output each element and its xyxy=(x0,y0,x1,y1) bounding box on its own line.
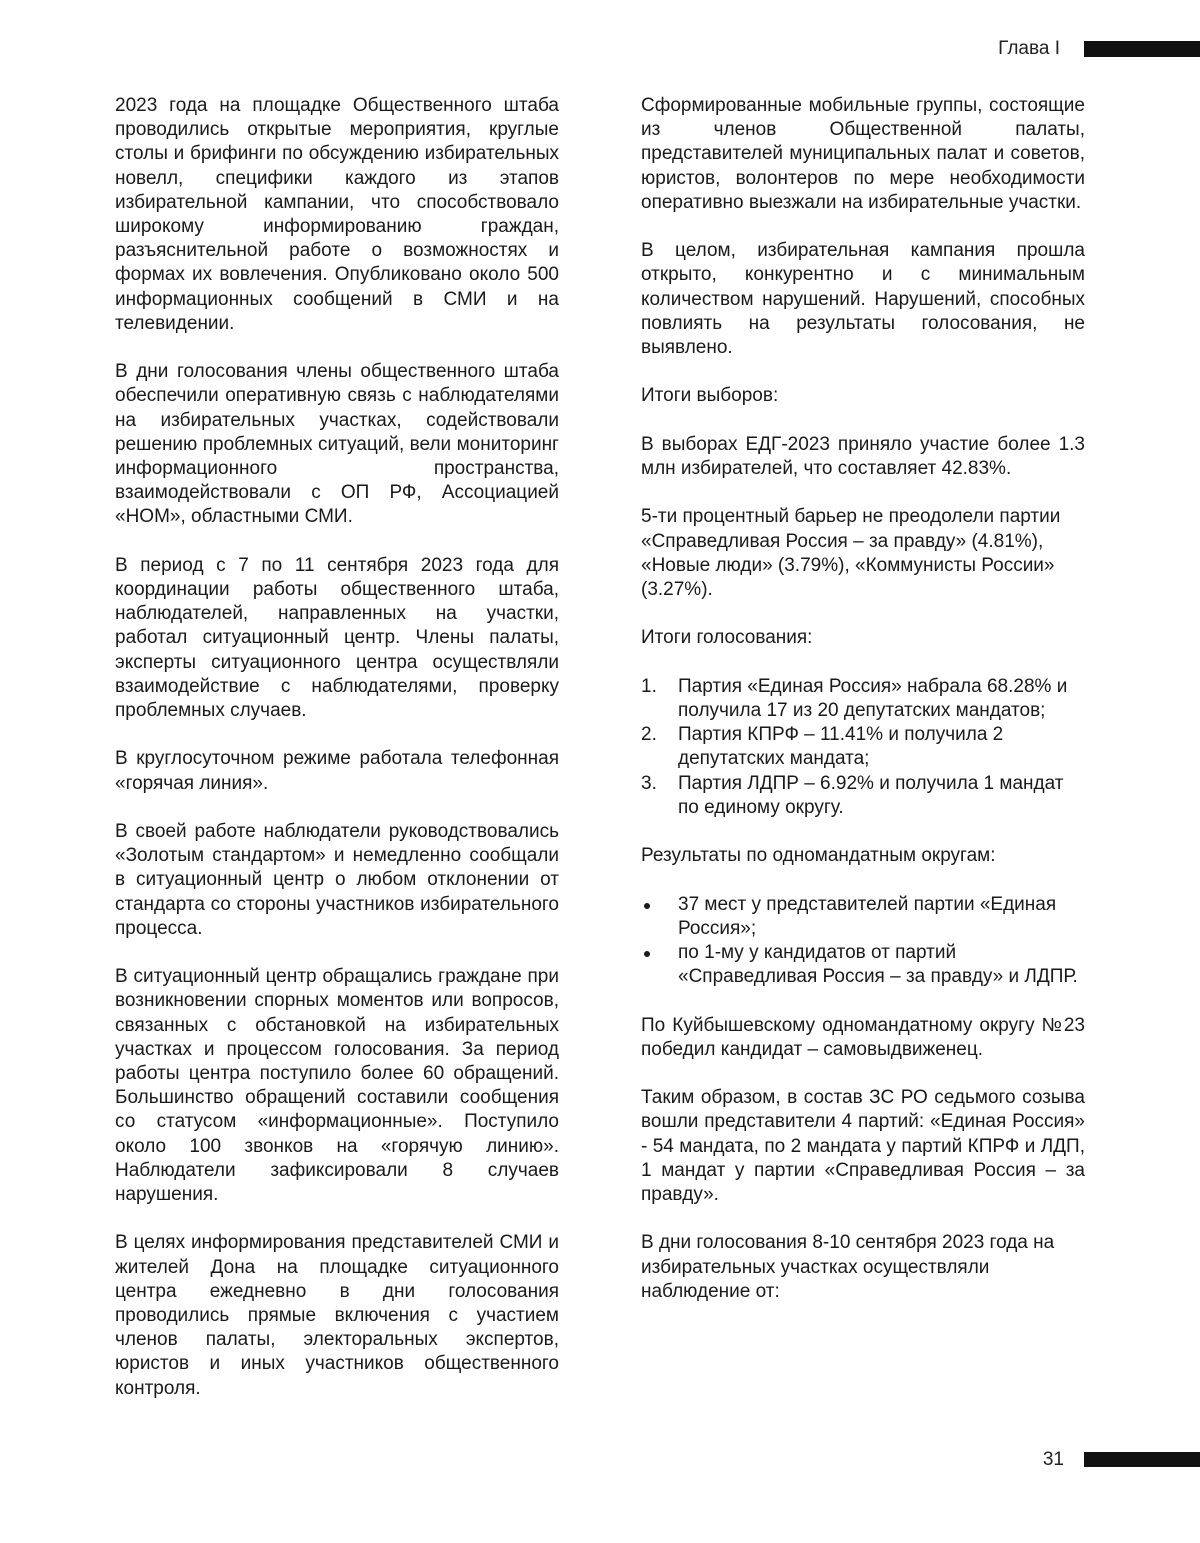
paragraph: Таким образом, в состав ЗС РО седьмого созыва вошли представители 4 партий: «Единая Россия» - 54 мандата, по 2 мандата у партий КПРФ и ЛДП, 1 мандат у партии «Справедливая Россия – за правду». xyxy=(641,1087,1085,1205)
paragraph: По Куйбышевскому одномандатному округу №23 победил кандидат – самовыдвиженец. xyxy=(641,1014,1085,1060)
page-number: 31 xyxy=(1042,1449,1064,1470)
list-item-text: Партия КПРФ – 11.41% и получила 2 депутатских мандата; xyxy=(678,724,1004,770)
list-number: 2. xyxy=(641,724,657,746)
paragraph: 5-ти процентный барьер не преодолели партии «Справедливая Россия – за правду» (4.81%), «Новые люди» (3.79%), «Коммунисты России» (3.27%). xyxy=(641,506,1061,600)
paragraph: В круглосуточном режиме работала телефонная «горячая линия». xyxy=(115,748,559,794)
paragraph: В своей работе наблюдатели руководствовались «Золотым стандартом» и немедленно сообщали в ситуационный центр о любом отклонении от стандарта со стороны участников избирательного процесса. xyxy=(115,821,559,939)
paragraph: В дни голосования 8-10 сентября 2023 года на избирательных участках осуществляли наблюдение от: xyxy=(641,1232,1055,1302)
list-item-text: Партия ЛДПР – 6.92% и получила 1 мандат по единому округу. xyxy=(678,772,1064,818)
paragraph: В период с 7 по 11 сентября 2023 года для координации работы общественного штаба, наблюдателей, направленных на участки, работал ситуационный центр. Члены палаты, эксперты ситуационного центра осуществляли взаимодействие с наблюдателями, проверку проблемных случаев. xyxy=(115,554,559,722)
paragraph: 2023 года на площадке Общественного штаба проводились открытые мероприятия, круглые столы и брифинги по обсуждению избирательных новелл, специфики каждого из этапов избирательной кампании, что способствовало широкому информированию граждан, разъяснительной работе о возможностях и формах их вовлечения. Опубликовано около 500 информационных сообщений в СМИ и на телевидении. xyxy=(115,95,559,334)
section-heading-districts: Результаты по одномандатным округам: xyxy=(641,845,996,867)
paragraph: В дни голосования члены общественного штаба обеспечили оперативную связь с наблюдателями на избирательных участках, содействовали решению проблемных ситуаций, вели мониторинг информационного пространства, взаимодействовали с ОП РФ, Ассоциацией «НОМ», областными СМИ. xyxy=(115,361,559,528)
list-item-text: 37 мест у представителей партии «Единая Россия»; xyxy=(678,893,1057,939)
list-item xyxy=(641,675,1085,723)
section-heading-election-results: Итоги выборов: xyxy=(641,385,779,407)
right-column xyxy=(641,94,1085,1328)
section-heading-voting-results: Итоги голосования: xyxy=(641,627,813,649)
list-item xyxy=(641,893,1085,941)
districts-list xyxy=(641,893,1085,990)
header-bar xyxy=(1084,41,1200,57)
footer-bar xyxy=(1084,1452,1200,1467)
chapter-label: Глава I xyxy=(998,38,1060,59)
list-item-text: по 1-му у кандидатов от партий «Справедливая Россия – за правду» и ЛДПР. xyxy=(678,941,1078,988)
list-item xyxy=(641,723,1085,771)
voting-results-list xyxy=(641,675,1085,820)
paragraph: В целом, избирательная кампания прошла открыто, конкурентно и с минимальным количеством нарушений. Нарушений, способных повлиять на результаты голосования, не выявлено. xyxy=(641,240,1085,359)
paragraph: В ситуационный центр обращались граждане при возникновении спорных моментов или вопросов, связанных с обстановкой на избирательных участках и процессом голосования. За период работы центра поступило более 60 обращений. Большинство обращений составили сообщения со статусом «информационные». Поступило около 100 звонков на «горячую линию». Наблюдатели зафиксировали 8 случаев нарушения. xyxy=(115,966,559,1206)
list-item xyxy=(641,941,1085,989)
list-item xyxy=(641,772,1085,820)
bullet-icon xyxy=(644,951,650,957)
paragraph: В выборах ЕДГ-2023 приняло участие более 1.3 млн избирателей, что составляет 42.83%. xyxy=(641,433,1085,479)
paragraph: Сформированные мобильные группы, состоящие из членов Общественной палаты, представителей муниципальных палат и советов, юристов, волонтеров по мере необходимости оперативно выезжали на избирательные участки. xyxy=(641,95,1085,213)
paragraph: В целях информирования представителей СМИ и жителей Дона на площадке ситуационного центра ежедневно в дни голосования проводились прямые включения с участием членов палаты, электоральных экспертов, юристов и иных участников общественного контроля. xyxy=(115,1232,559,1399)
list-item-text: Партия «Единая Россия» набрала 68.28% и получила 17 из 20 депутатских мандатов; xyxy=(678,675,1068,721)
list-number: 1. xyxy=(641,675,657,697)
list-number: 3. xyxy=(641,772,657,794)
bullet-icon xyxy=(644,903,650,909)
left-column xyxy=(115,94,559,1425)
